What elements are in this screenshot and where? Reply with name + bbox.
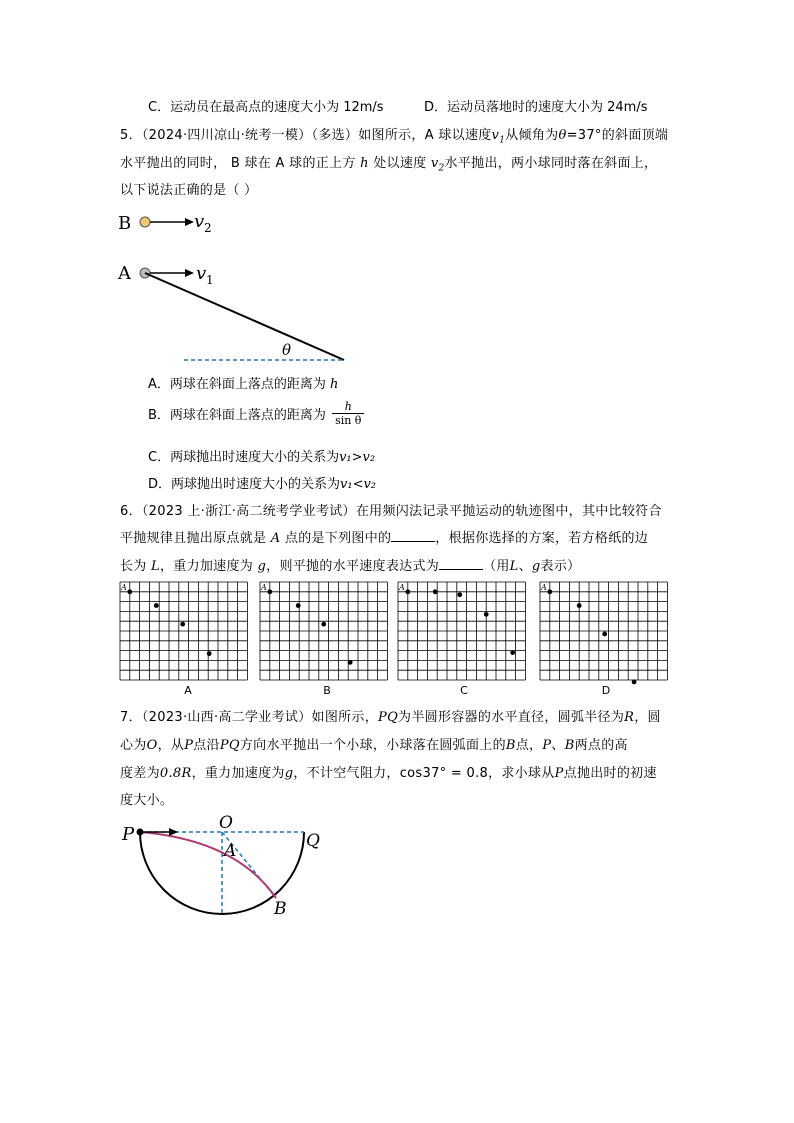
fraction-h-over-sin-theta: $\frac{h}{\text{sin θ}}$ <box>332 400 364 427</box>
q5-stem-line3: 以下说法正确的是（ ） <box>120 183 258 198</box>
q6-stem-line2: 平抛规律且抛出原点就是 A 点的是下列图中的 ，根据你选择的方案，若方格纸的边 <box>120 531 649 546</box>
label-a: A <box>118 263 131 284</box>
label-v2-sub: 2 <box>204 221 212 235</box>
q7-stem-line3: 度差为0.8R，重力加速度为g，不计空气阻力，cos37° = 0.8，求小球从P点抛出时的初速 <box>120 766 657 781</box>
label-a: A <box>224 841 237 861</box>
q5-stem-line2: 水平抛出的同时， B 球在 A 球的正上方 h 处以速度 $v_2$水平抛出，两小球同时落在斜面上， <box>120 156 658 174</box>
label-v1: v <box>196 263 207 284</box>
q6-stem-line1: 6．（2023 上·浙江·高二统考学业考试）在用频闪法记录平抛运动的轨迹图中，其中比较符合 <box>120 504 662 519</box>
q4-option-c: C．运动员在最高点的速度大小为 12m/s <box>148 100 384 115</box>
q7-semicircle-figure <box>116 810 336 922</box>
q5-option-c: C．两球抛出时速度大小的关系为v₁>v₂ <box>148 450 376 465</box>
q6-stem-line3: 长为 L，重力加速度为 g，则平抛的水平速度表达式为 （用L、g表示） <box>120 559 581 574</box>
label-b: B <box>118 213 132 234</box>
trajectory-dot <box>267 589 272 594</box>
incline-line <box>145 273 344 360</box>
label-v1-sub: 1 <box>206 273 214 287</box>
label-o: O <box>219 813 233 833</box>
trajectory-dot <box>405 589 410 594</box>
trajectory-dot <box>577 603 582 608</box>
grid-corner-label: A <box>261 583 267 592</box>
grid-corner-label: A <box>541 583 547 592</box>
trajectory-dot <box>547 589 552 594</box>
trajectory-dot <box>632 680 637 685</box>
grid-panel <box>398 582 525 680</box>
q5-incline-figure <box>112 205 362 365</box>
trajectory-dot <box>602 632 607 637</box>
grid-panel <box>260 582 387 680</box>
q7-stem-line2: 心为O，从P点沿PQ方向水平抛出一个小球，小球落在圆弧面上的B点，P、B两点的高 <box>120 738 628 753</box>
label-b: B <box>274 899 287 919</box>
q5-option-a: A．两球在斜面上落点的距离为 h <box>148 377 339 392</box>
grid-panel <box>120 582 247 680</box>
label-q: Q <box>306 831 320 851</box>
trajectory-dot <box>510 650 515 655</box>
q5-option-d: D．两球抛出时速度大小的关系为v₁<v₂ <box>148 477 377 492</box>
trajectory-dot <box>433 589 438 594</box>
q4-option-d: D．运动员落地时的速度大小为 24m/s <box>424 100 648 115</box>
trajectory-dot <box>180 622 185 627</box>
q6-grid-figures <box>118 580 678 688</box>
answer-blank-2[interactable] <box>439 557 483 570</box>
trajectory-dot <box>207 651 212 656</box>
trajectory-dot <box>457 592 462 597</box>
trajectory-curve <box>140 832 276 898</box>
grid-label-a: A <box>184 684 192 697</box>
grid-label-b: B <box>323 684 331 697</box>
trajectory-dot <box>484 612 489 617</box>
trajectory-dot <box>154 603 159 608</box>
q7-stem-line4: 度大小。 <box>120 793 174 808</box>
q7-stem-line1: 7．（2023·山西·高二学业考试）如图所示，PQ为半圆形容器的水平直径，圆弧半径为R，圆 <box>120 710 661 725</box>
trajectory-dot <box>348 660 353 665</box>
grid-label-c: C <box>460 684 468 697</box>
trajectory-dot <box>127 589 132 594</box>
grid-panel <box>540 582 667 684</box>
ball-b <box>140 217 150 227</box>
answer-blank-1[interactable] <box>391 529 435 542</box>
trajectory-dot <box>296 603 301 608</box>
q5-option-b: B．两球在斜面上落点的距离为 $\frac{h}{\text{sin θ}}$ <box>148 400 364 427</box>
trajectory-dot <box>321 622 326 627</box>
label-p: P <box>122 824 135 845</box>
label-v2: v <box>194 211 205 232</box>
grid-corner-label: A <box>399 583 405 592</box>
grid-corner-label: A <box>121 583 127 592</box>
label-theta: θ <box>282 341 292 359</box>
grid-label-d: D <box>601 684 611 697</box>
q5-stem-line1: 5．（2024·四川凉山·统考一模）（多选）如图所示，A 球以速度$v_1$从倾角为θ=37°的斜面顶端 <box>120 128 669 146</box>
